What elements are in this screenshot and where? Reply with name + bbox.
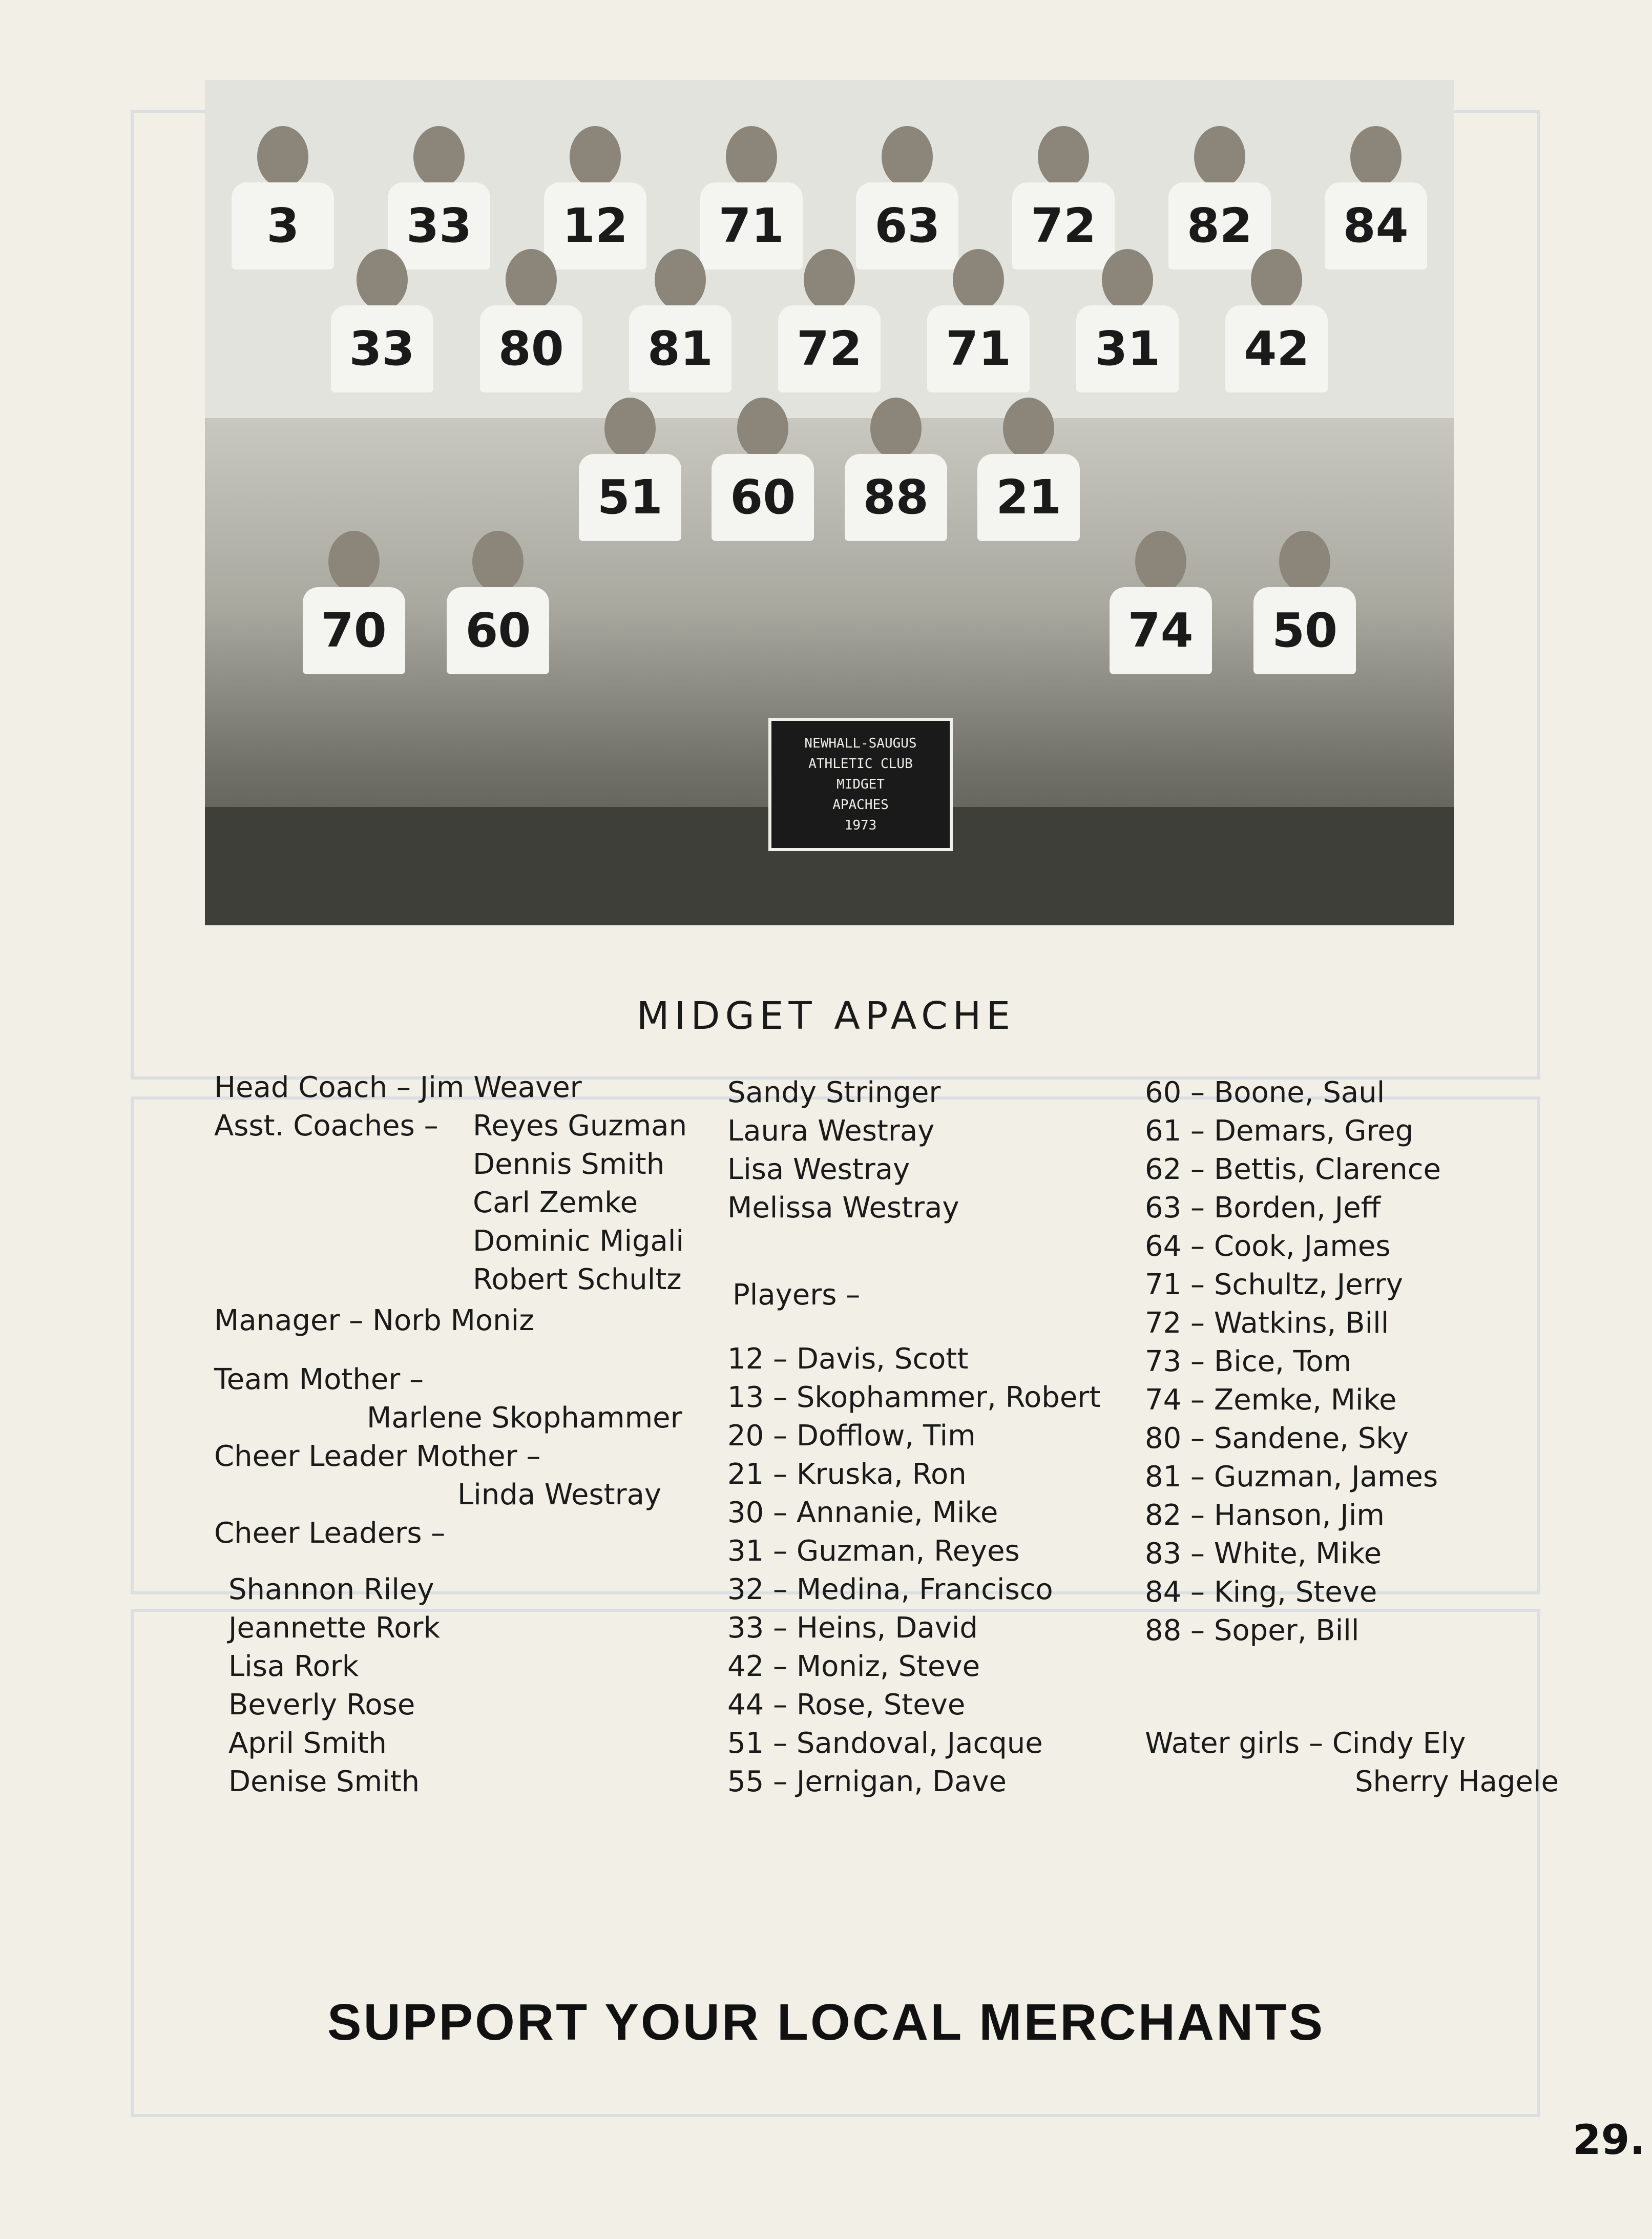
right-column (1145, 1073, 1565, 1821)
jersey-number: 70 (303, 587, 405, 674)
player-head (1350, 126, 1402, 188)
cheer-leader: Jeannette Rork (228, 1611, 440, 1645)
sign-line: MIDGET (837, 777, 885, 792)
player-head (472, 531, 524, 592)
water-girls: Water girls – Cindy Ely (1145, 1727, 1466, 1760)
player-entry: 13 – Skophammer, Robert (727, 1381, 1101, 1414)
player (786, 249, 873, 382)
player (239, 126, 326, 259)
player-entry: 82 – Hanson, Jim (1145, 1499, 1385, 1532)
player-head (570, 126, 621, 188)
player-entry: 30 – Annanie, Mike (727, 1496, 998, 1529)
cheer-leader: Lisa Rork (228, 1650, 359, 1683)
sign-line: NEWHALL-SAUGUS (804, 736, 917, 751)
player-head (804, 249, 855, 310)
jersey-number: 3 (232, 182, 334, 269)
player-entry: 73 – Bice, Tom (1145, 1345, 1352, 1378)
photo-back-row (205, 126, 1454, 259)
player (1117, 531, 1204, 664)
player-head (357, 249, 408, 310)
jersey-number: 31 (1076, 305, 1179, 392)
jersey-number: 12 (544, 182, 646, 269)
player-head (604, 398, 656, 459)
player-head (870, 398, 922, 459)
player-entry: 64 – Cook, James (1145, 1230, 1391, 1263)
jersey-number: 60 (447, 587, 549, 674)
player-head (953, 249, 1004, 310)
cheer-leader: Laura Westray (727, 1114, 935, 1148)
player-entry: 55 – Jernigan, Dave (727, 1765, 1007, 1798)
player-entry: 80 – Sandene, Sky (1145, 1422, 1409, 1455)
player-entry: 83 – White, Mike (1145, 1537, 1382, 1570)
player (310, 531, 398, 664)
player-head (726, 126, 777, 188)
player (708, 126, 795, 259)
asst-coach: Reyes Guzman (473, 1109, 687, 1143)
jersey-number: 71 (927, 305, 1030, 392)
jersey-number: 71 (700, 182, 803, 269)
cheer-mother: Linda Westray (457, 1478, 662, 1511)
player (985, 398, 1072, 531)
player-entry: 31 – Guzman, Reyes (727, 1535, 1020, 1568)
player (454, 531, 541, 664)
jersey-number: 74 (1110, 587, 1212, 674)
player-entry: 62 – Bettis, Clarence (1145, 1153, 1441, 1186)
cheer-leaders-label: Cheer Leaders – (214, 1517, 446, 1550)
player (488, 249, 575, 382)
cheer-leader: Shannon Riley (228, 1573, 434, 1606)
asst-coach: Carl Zemke (473, 1186, 638, 1219)
team-mother: Marlene Skophammer (367, 1401, 682, 1435)
player (864, 126, 951, 259)
player-entry: 71 – Schultz, Jerry (1145, 1268, 1403, 1301)
jersey-number: 72 (1012, 182, 1115, 269)
player-head (257, 126, 308, 188)
photo-row-2 (205, 249, 1454, 382)
player (1261, 531, 1348, 664)
player (719, 398, 806, 531)
player (587, 398, 674, 531)
sign-line: ATHLETIC CLUB (808, 756, 913, 772)
jersey-number: 50 (1253, 587, 1356, 674)
asst-coaches-label: Asst. Coaches – (214, 1109, 438, 1143)
player-entry: 21 – Kruska, Ron (727, 1458, 967, 1491)
player-entry: 84 – King, Steve (1145, 1575, 1377, 1609)
cheer-leader: April Smith (228, 1727, 387, 1760)
team-sign (768, 718, 953, 851)
team-photo (205, 80, 1454, 925)
jersey-number: 33 (331, 305, 433, 392)
player (935, 249, 1022, 382)
cheer-leader: Lisa Westray (727, 1153, 910, 1186)
players-label: Players – (733, 1278, 861, 1312)
jersey-number: 80 (480, 305, 582, 392)
player-entry: 72 – Watkins, Bill (1145, 1307, 1389, 1340)
manager: Manager – Norb Moniz (214, 1304, 534, 1337)
player-entry: 42 – Moniz, Steve (727, 1650, 980, 1683)
player-entry: 74 – Zemke, Mike (1145, 1383, 1397, 1417)
jersey-number: 21 (977, 454, 1080, 541)
player-entry: 63 – Borden, Jeff (1145, 1191, 1381, 1225)
jersey-number: 63 (856, 182, 958, 269)
photo-row-4 (205, 531, 1454, 664)
player (1176, 126, 1263, 259)
player-head (1038, 126, 1089, 188)
sign-line: APACHES (832, 797, 889, 813)
jersey-number: 72 (778, 305, 881, 392)
middle-column (727, 1073, 1117, 1821)
cheer-leader: Sandy Stringer (727, 1076, 941, 1109)
roster-title: MIDGET APACHE (636, 994, 1016, 1038)
player-entry: 51 – Sandoval, Jacque (727, 1727, 1043, 1760)
player (395, 126, 483, 259)
player (1332, 126, 1419, 259)
player-head (413, 126, 465, 188)
asst-coach: Dennis Smith (473, 1148, 665, 1181)
page-number: 29. (1573, 2116, 1645, 2164)
cheer-leader: Melissa Westray (727, 1191, 959, 1225)
player (1233, 249, 1320, 382)
player-entry: 32 – Medina, Francisco (727, 1573, 1053, 1606)
player (1020, 126, 1107, 259)
player-entry: 61 – Demars, Greg (1145, 1114, 1414, 1148)
cheer-mother-label: Cheer Leader Mother – (214, 1440, 541, 1473)
player-head (1279, 531, 1330, 592)
player-head (1102, 249, 1153, 310)
player-entry: 81 – Guzman, James (1145, 1460, 1438, 1494)
player-head (1251, 249, 1302, 310)
jersey-number: 42 (1225, 305, 1328, 392)
player-head (882, 126, 933, 188)
player (852, 398, 939, 531)
asst-coach: Dominic Migali (473, 1225, 684, 1258)
player-entry: 12 – Davis, Scott (727, 1342, 969, 1376)
jersey-number: 81 (629, 305, 731, 392)
photo-row-3 (205, 398, 1454, 531)
head-coach: Head Coach – Jim Weaver (214, 1071, 582, 1104)
player (339, 249, 426, 382)
player-entry: 20 – Dofflow, Tim (727, 1419, 976, 1453)
jersey-number: 33 (388, 182, 490, 269)
team-mother-label: Team Mother – (214, 1363, 424, 1396)
cheer-leader: Denise Smith (228, 1765, 420, 1798)
player-entry: 33 – Heins, David (727, 1611, 978, 1645)
player-entry: 44 – Rose, Steve (727, 1688, 966, 1722)
player (599, 531, 1060, 664)
player (637, 249, 724, 382)
asst-coach: Robert Schultz (473, 1263, 682, 1296)
player (1084, 249, 1171, 382)
player-head (328, 531, 380, 592)
support-merchants-banner: SUPPORT YOUR LOCAL MERCHANTS (327, 1994, 1325, 2051)
jersey-number: 84 (1325, 182, 1427, 269)
player-head (506, 249, 557, 310)
sign-line: 1973 (844, 818, 877, 833)
cheer-leader: Beverly Rose (228, 1688, 415, 1722)
jersey-number: 88 (845, 454, 947, 541)
player-head (1194, 126, 1245, 188)
player (552, 126, 639, 259)
player-entry: 88 – Soper, Bill (1145, 1614, 1360, 1647)
jersey-number: 82 (1168, 182, 1271, 269)
water-girl: Sherry Hagele (1355, 1765, 1559, 1798)
player-head (1135, 531, 1186, 592)
jersey-number: 60 (712, 454, 814, 541)
staff-column (214, 1068, 701, 1816)
player-entry: 60 – Boone, Saul (1145, 1076, 1385, 1109)
jersey-number: 51 (579, 454, 681, 541)
player-head (1003, 398, 1054, 459)
player-head (737, 398, 788, 459)
player-head (655, 249, 706, 310)
